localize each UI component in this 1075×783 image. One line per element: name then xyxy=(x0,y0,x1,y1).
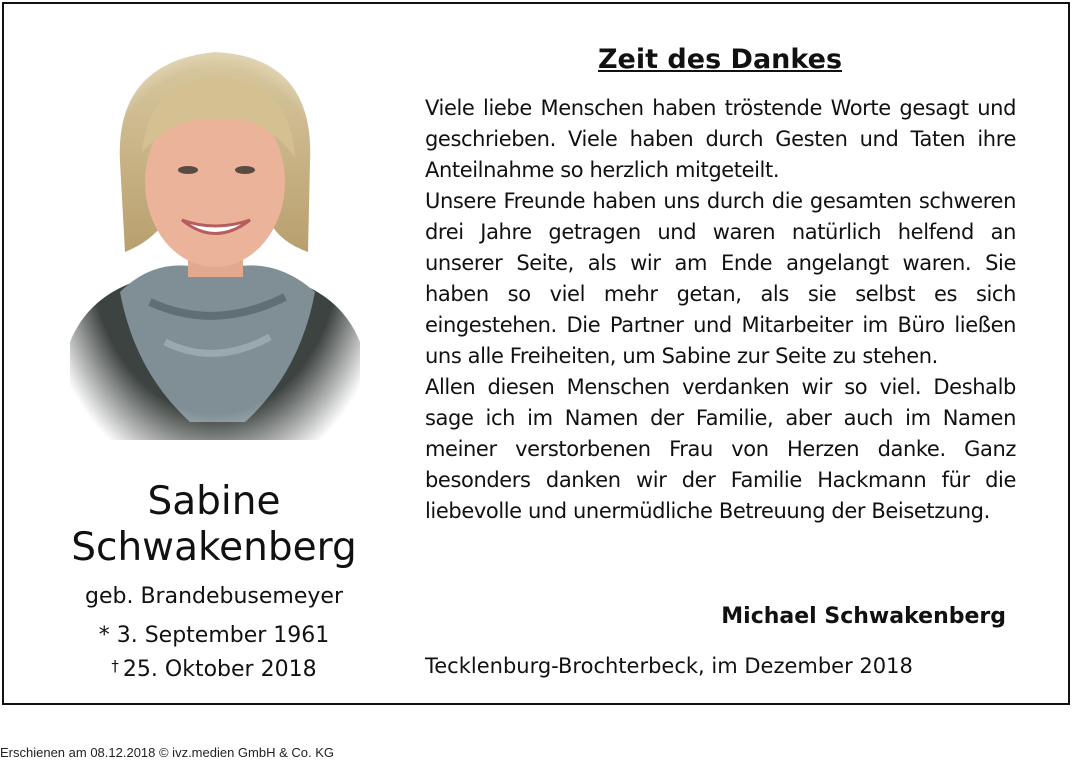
notice-body xyxy=(425,93,1016,527)
place-date: Tecklenburg-Brochterbeck, im Dezember 2018 xyxy=(425,654,913,678)
deceased-last-name: Schwakenberg xyxy=(71,525,357,570)
publication-credit: Erschienen am 08.12.2018 © ivz.medien GmbH & Co. KG xyxy=(0,745,335,760)
notice-title: Zeit des Dankes xyxy=(597,44,843,75)
notice-frame xyxy=(2,2,1070,705)
notice-paragraph: Unsere Freunde haben uns durch die gesamten schweren drei Jahre getragen und waren natürlich helfend an unserer Seite, als wir am Ende angelangt waren. Sie haben so viel mehr getan, als sie selbst es sich eingestehen. Die Partner und Mitarbeiter im Büro ließen uns alle Freiheiten, um Sabine zur Seite zu stehen. xyxy=(425,189,1016,368)
death-line xyxy=(44,653,384,683)
birth-date: * 3. September 1961 xyxy=(98,623,330,648)
signature: Michael Schwakenberg xyxy=(721,604,1006,629)
dagger-icon: † xyxy=(111,657,119,675)
portrait-image xyxy=(70,42,360,440)
maiden-name: geb. Brandebusemeyer xyxy=(85,584,343,609)
deceased-first-name: Sabine xyxy=(147,479,281,524)
notice-paragraph: Viele liebe Menschen haben tröstende Worte gesagt und geschrieben. Viele haben durch Gesten und Taten ihre Anteilnahme so herzlich mitgeteilt. xyxy=(425,96,1016,182)
death-date: 25. Oktober 2018 xyxy=(122,657,317,682)
notice-paragraph: Allen diesen Menschen verdanken wir so viel. Deshalb sage ich im Namen der Familie, aber auch im Namen meiner verstorbenen Frau von Herzen danke. Ganz besonders danken wir der Familie Hackmann für die liebevolle und unermüdliche Betreuung der Beisetzung. xyxy=(425,375,1016,523)
portrait-photo xyxy=(70,42,360,440)
